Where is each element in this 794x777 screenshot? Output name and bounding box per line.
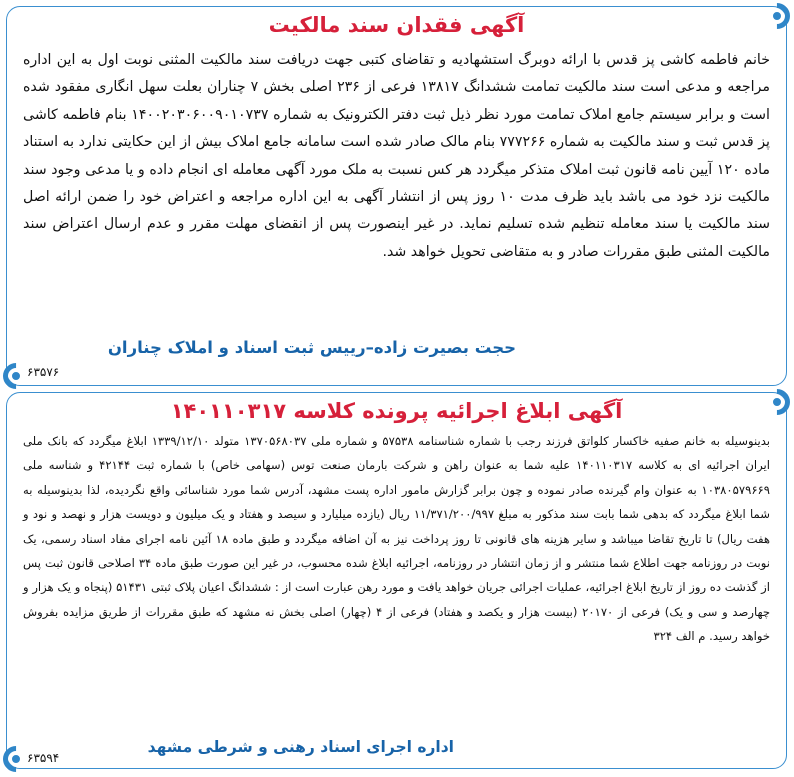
notice-signature: اداره اجرای اسناد رهنی و شرطی مشهد [147,738,454,756]
lost-deed-notice [6,6,787,386]
notice-title: آگهی فقدان سند مالکیت [268,13,525,37]
notice-body: بدینوسیله به خانم صفیه خاکسار کلواتق فرزند رجب با شماره شناسنامه ۵۷۵۳۸ و شماره ملی ۱۳۷۰۵۶۸۰۳۷ متولد ۱۳۳۹/۱۲/۱۰ ابلاغ میگردد که بانک ملی ایران اجرائیه ای به کلاسه ۱۴۰۱۱۰۳۱۷ علیه شما به عنوان راهن و شرکت بارمان صنعت توس (سهامی خاص) با شماره ثبت ۴۲۱۴۴ و شناسه ملی ۱۰۳۸۰۵۷۹۶۶۹ به عنوان وام گیرنده صادر نموده و چون برابر گزارش مامور اداره پست مشهد، آدرس شما مورد شناسائی واقع نگردیده، لذا بدینوسیله به شما ابلاغ میگردد که بدهی شما بابت سند مذکور به مبلغ ۱۱/۳۷۱/۲۰۰/۹۹۷ ریال (یازده میلیارد و سیصد و هفتاد و یک میلیون و دویست هزار و نهصد و نود و هفت ریال) تا تاریخ تقاضا میباشد و سایر هزینه های قانونی تا روز پرداخت نیز به آن اضافه میگردد و طبق ماده ۱۸ آئین نامه اجرای مفاد اسناد رسمی، یک نوبت در روزنامه جهت اطلاع شما منتشر و از زمان انتشار در روزنامه، اجرائیه ابلاغ شده محسوب، در غیر این صورت طبق ماده ۳۴ اصلاحی قانون ثبت پس از گذشت ده روز از تاریخ ابلاغ اجرائیه، عملیات اجرائی جریان خواهد یافت و مورد رهن عبارت است از : ششدانگ اعیان پلاک ثبتی ۵۱۴۳۱ (پنجاه و یک هزار و چهارصد و سی و یک) فرعی از ۲۰۱۷۰ (بیست هزار و یکصد و هفتاد) فرعی از ۴ (چهار) اصلی بخش نه مشهد که طبق مقررات از طریق مزایده بفروش خواهد رسید. م الف ۳۲۴ [23,434,771,644]
notice-body: خانم فاطمه کاشی پز قدس با ارائه دوبرگ استشهادیه و تقاضای کتبی جهت دریافت سند مالکیت المثنی نوبت اول به این اداره مراجعه و مدعی است سند مالکیت تمامت ششدانگ ۱۳۸۱۷ فرعی از ۲۳۶ اصلی بخش ۷ چناران بعلت سهل انگاری مفقود شده است و برابر سیستم جامع املاک تمامت مورد نظر ذیل ثبت دفتر الکترونیک به شماره ۱۴۰۰۲۰۳۰۶۰۰۹۰۱۰۷۳۷ بنام فاطمه کاشی پز قدس ثبت و سند مالکیت به شماره ۷۷۷۲۶۶ بنام مالک صادر شده است سامانه جامع املاک بیش از این حکایتی ندارد به استناد ماده ۱۲۰ آیین نامه قانون ثبت املاک متذکر میگردد هر کس نسبت به ملک مورد آگهی معامله ای انجام داده و یا مدعی وجود سند مالکیت نزد خود می باشد باید ظرف مدت ۱۰ روز پس از انتشار آگهی به این اداره مراجعه و اعتراض خود را ضمن ارائه اصل سند مالکیت یا سند معامله تنظیم شده تسلیم نماید. در غیر اینصورت پس از انقضای مهلت مقرر و عدم ارسال اعتراض سند مالکیت المثنی طبق مقررات صادر و به متقاضی تحویل خواهد شد. [23,52,770,260]
notice-code: ۶۳۵۹۴ [27,751,60,765]
notice-signature: حجت بصیرت زاده–رییس ثبت اسناد و املاک چناران [107,338,516,357]
execution-notice [6,392,787,769]
notice-code: ۶۳۵۷۶ [27,365,60,379]
notice-title: آگهی ابلاغ اجرائیه پرونده کلاسه ۱۴۰۱۱۰۳۱۷ [170,399,623,423]
